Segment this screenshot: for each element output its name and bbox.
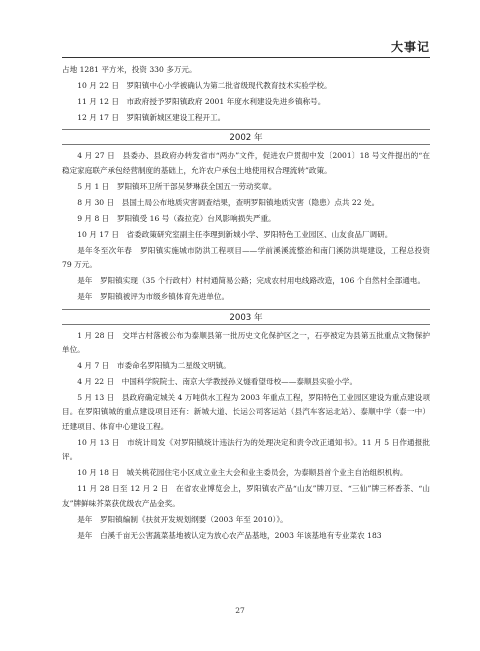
- entry-paragraph: 4 月 22 日 中国科学院院士、南京大学教授孙义燧看望母校——泰顺县实验小学。: [77, 377, 358, 387]
- entry-paragraph: 是年 罗阳镇被评为市级乡镇体育先进单位。: [77, 292, 230, 302]
- running-head: 大事记: [390, 40, 430, 54]
- entry-paragraph: 10 月 22 日 罗阳镇中心小学被确认为第二批省级现代教育技术实验学校。: [77, 81, 332, 90]
- entry-paragraph: 10 月 18 日 城关桃花园住宅小区成立业主大会和业主委员会，为泰顺县首个业主自治组织机构。: [77, 468, 408, 478]
- year-heading: 2003 年: [62, 309, 430, 325]
- entry-paragraph: 1 月 28 日 交垟古村落被公布为泰顺县第一批历史文化保护区之一，石亭被定为县第五批重点文物保护单位。: [62, 330, 430, 355]
- entry-paragraph: 9 月 8 日 罗阳镇受 16 号（森拉克）台风影响损失严重。: [77, 213, 276, 223]
- entry-paragraph: 10 月 13 日 市统计局发《对罗阳镇统计违法行为的处理决定和责令改正通知书》。11 月 5 日作通报批评。: [62, 437, 430, 462]
- entry-paragraph: 11 月 12 日 市政府授予罗阳镇政府 2001 年度水利建设先进乡镇称号。: [77, 97, 326, 106]
- entry-paragraph: 11 月 28 日至 12 月 2 日 在省农业博览会上，罗阳镇农产品“山友”牌刀豆、“三仙”牌三杯香茶、“山友”牌鲜味芥菜获优级农产品金奖。: [62, 484, 430, 508]
- entry-paragraph: 10 月 17 日 省委政策研究室副主任李理到新城小学、罗阳特色工业园区、山友食品厂调研。: [77, 229, 393, 239]
- entry-paragraph: 5 月 13 日 县政府确定城关 4 万吨供水工程为 2003 年重点工程，罗阳特色工业园区建设为重点建设项目。在罗阳镇城的重点建设项目还有：新城大道、长运公司客运站（县汽车客运北站）、泰顺中学（泰一中）迁建项目、体育中心建设工程。: [62, 393, 430, 431]
- entry-paragraph: 是年 罗阳镇实现（35 个行政村）村村通简易公路；完成农村用电线路改造，106 个自然村全部通电。: [77, 276, 426, 286]
- page-number: 27: [235, 606, 245, 615]
- entry-paragraph: 是年冬至次年春 罗阳镇实施城市防洪工程项目——学前溪溪流整治和南门溪防洪堤建设，工程总投资 79 万元。: [62, 245, 430, 270]
- entry-paragraph: 4 月 27 日 县委办、县政府办转发省市“两办”文件，促进农户贯彻中发〔2001〕18 号文件提出的“在稳定家庭联产承包经营制度的基础上，允许农户承包土地使用权合理流转”政策。: [62, 151, 430, 175]
- entry-paragraph: 是年 罗阳镇编制《扶贫开发规划纲要（2003 年至 2010）》。: [77, 514, 288, 524]
- entry-paragraph: 12 月 17 日 罗阳镇新城区建设工程开工。: [77, 113, 226, 122]
- entry-paragraph: 5 月 1 日 罗阳镇环卫所干部吴梦琳获全国五一劳动奖章。: [77, 181, 277, 191]
- entry-paragraph: 8 月 30 日 县国土局公布地质灾害调查结果，查明罗阳镇地质灾害（隐患）点共 22 处。: [77, 197, 380, 207]
- entry-paragraph: 是年 白溪千亩无公害蔬菜基地被认定为放心农产品基地，2003 年该基地有专业菜农 183: [77, 530, 382, 540]
- page-body: [62, 63, 430, 545]
- entry-paragraph: 占地 1281 平方米，投资 330 多万元。: [62, 65, 197, 74]
- year-heading: 2002 年: [62, 129, 430, 145]
- entry-paragraph: 4 月 7 日 市委命名罗阳镇为二星级文明镇。: [77, 361, 231, 371]
- header-rule: [62, 57, 430, 58]
